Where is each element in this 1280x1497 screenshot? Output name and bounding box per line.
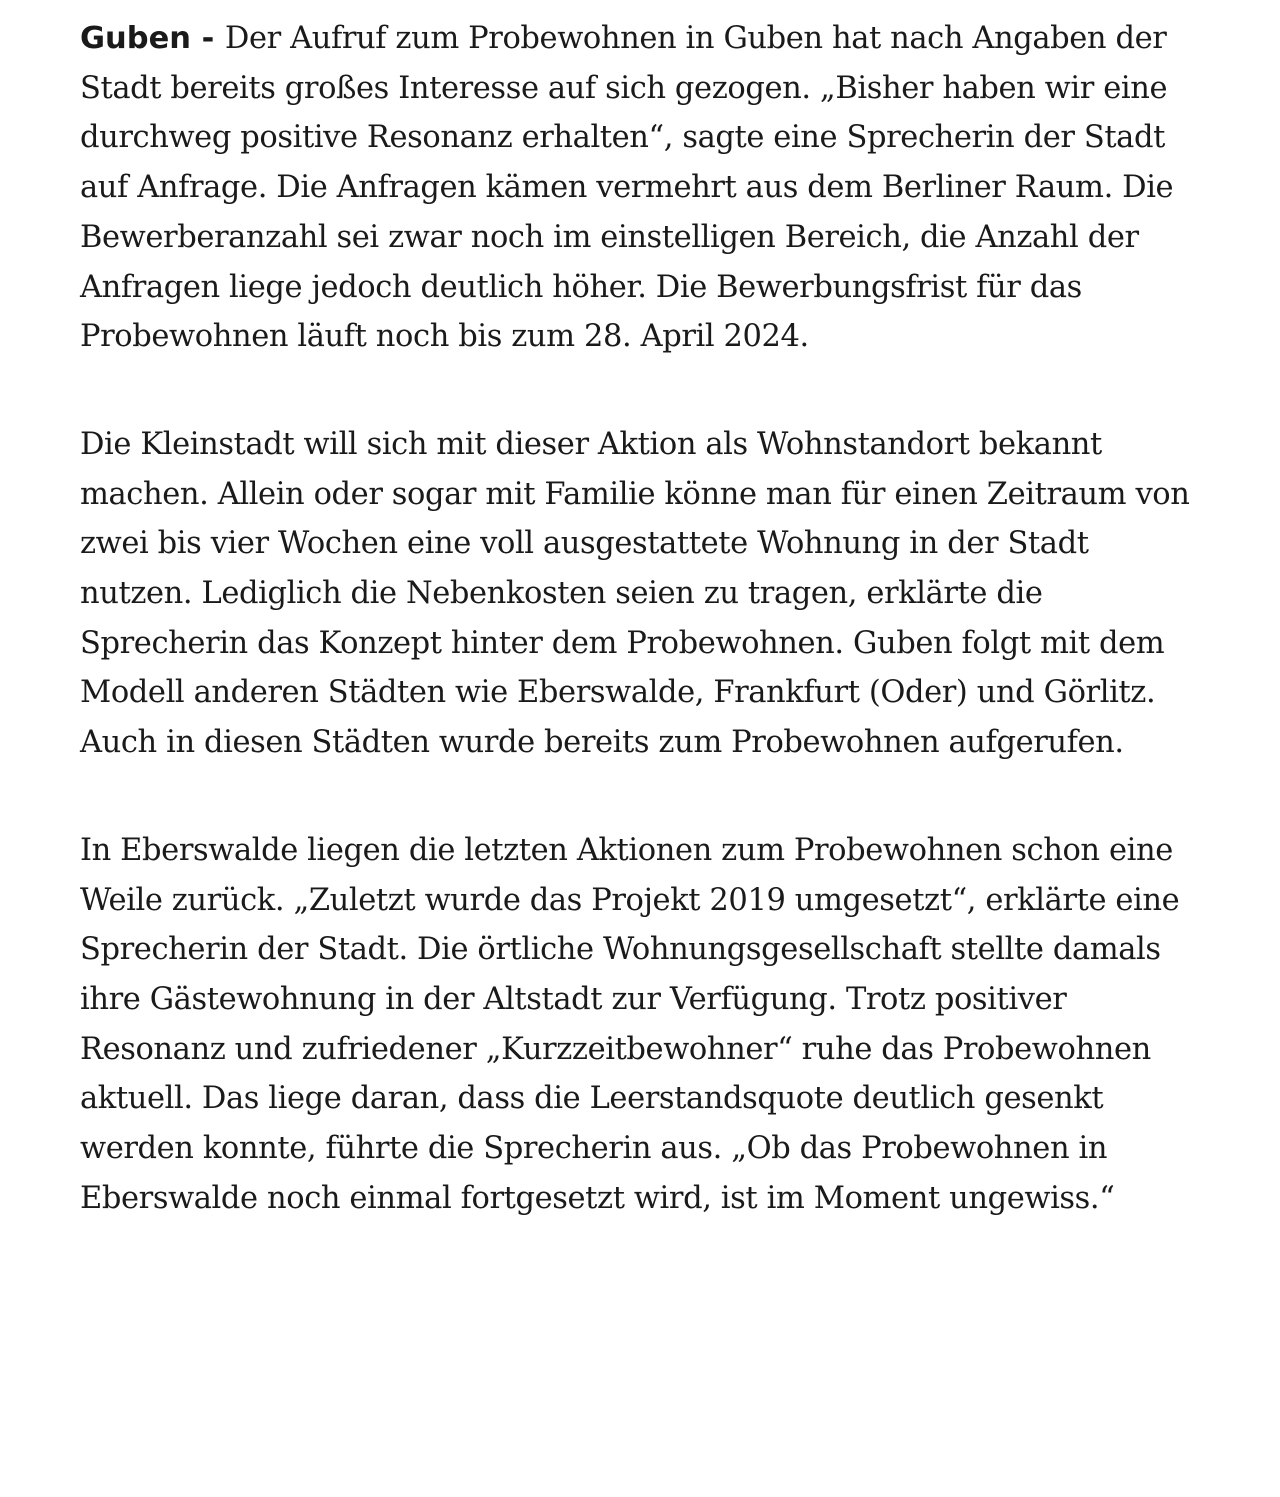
paragraph-text: In Eberswalde liegen die letzten Aktionen zum Probewohnen schon eine Weile zurück. „Zuletzt wurde das Projekt 2019 umgesetzt“, erklärte eine Sprecherin der Stadt. Die örtliche Wohnungsgesellschaft stellte damals ihre Gästewohnung in der Altstadt zur Verfügung. Trotz positiver Resonanz und zufriedener „Kurzzeitbewohner“ ruhe das Probewohnen aktuell. Das liege daran, dass die Leerstandsquote deutlich gesenkt werden konnte, führte die Sprecherin aus. „Ob das Probewohnen in Eberswalde noch einmal fortgesetzt wird, ist im Moment ungewiss.“	[80, 832, 1180, 1216]
dateline-place: Guben	[80, 21, 191, 56]
paragraph-text: Die Kleinstadt will sich mit dieser Aktion als Wohnstandort bekannt machen. Allein oder sogar mit Familie könne man für einen Zeitraum von zwei bis vier Wochen eine voll ausgestattete Wohnung in der Stadt nutzen. Lediglich die Nebenkosten seien zu tragen, erklärte die Sprecherin das Konzept hinter dem Probewohnen. Guben folgt mit dem Modell anderen Städten wie Eberswalde, Frankfurt (Oder) und Görlitz. Auch in diesen Städten wurde bereits zum Probewohnen aufgerufen.	[80, 426, 1190, 761]
article-body	[80, 14, 1192, 1281]
dateline-separator: -	[190, 21, 225, 56]
article-paragraph-1	[80, 14, 1192, 362]
paragraph-text: Der Aufruf zum Probewohnen in Guben hat nach Angaben der Stadt bereits großes Interesse auf sich gezogen. „Bisher haben wir eine durchweg positive Resonanz erhalten“, sagte eine Sprecherin der Stadt auf Anfrage. Die Anfragen kämen vermehrt aus dem Berliner Raum. Die Bewerberanzahl sei zwar noch im einstelligen Bereich, die Anzahl der Anfragen liege jedoch deutlich höher. Die Bewerbungsfrist für das Probewohnen läuft noch bis zum 28. April 2024.	[80, 21, 1174, 355]
article-paragraph-2	[80, 420, 1192, 768]
article-paragraph-3	[80, 826, 1192, 1224]
